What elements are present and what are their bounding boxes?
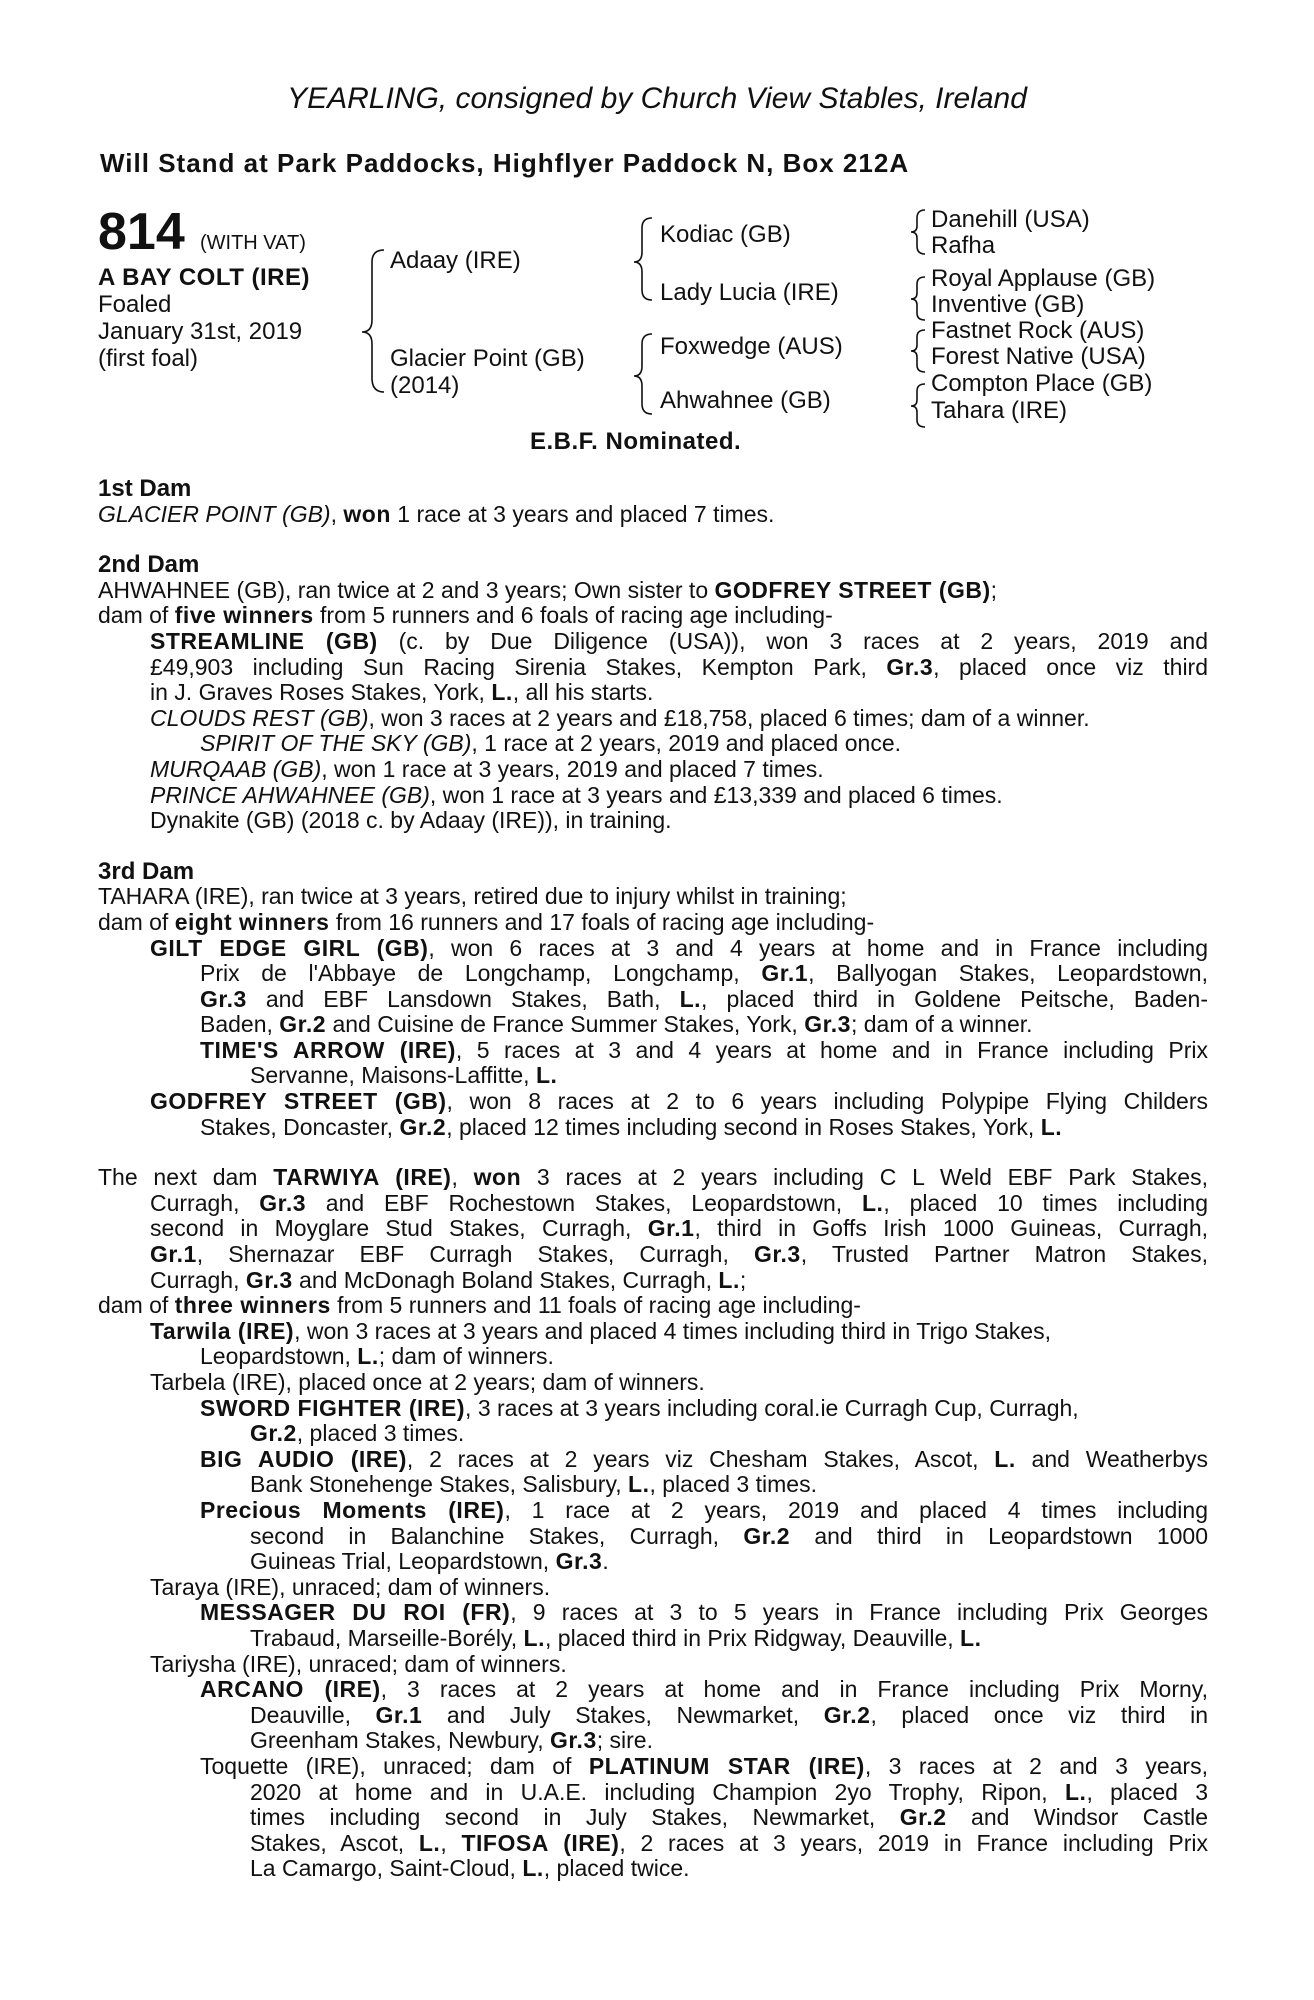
precious-line-3: Guineas Trial, Leopardstown, Gr.3. (250, 1548, 609, 1575)
tarbela-line: Tarbela (IRE), placed once at 2 years; dam of winners. (150, 1369, 705, 1395)
lot-title: A BAY COLT (IRE) (98, 264, 311, 291)
pedigree-sire-dam: Lady Lucia (IRE) (660, 279, 839, 306)
pedigree-dam-dam: Ahwahnee (GB) (660, 387, 831, 414)
foaled-label: Foaled (98, 291, 172, 318)
messager-line-2: Trabaud, Marseille-Borély, L., placed third in Prix Ridgway, Deauville, L. (250, 1624, 982, 1651)
toquette-line-3: times including second in July Stakes, Newmarket, Gr.2 and Windsor Castle (250, 1804, 1208, 1831)
precious-line-2: second in Balanchine Stakes, Curragh, Gr.2 and third in Leopardstown 1000 (250, 1522, 1208, 1549)
times-arrow-line-2: Servanne, Maisons-Laffitte, L. (250, 1062, 558, 1089)
sword-fighter-line-2: Gr.2, placed 3 times. (250, 1420, 465, 1447)
ebf-nomination: E.B.F. Nominated. (530, 428, 742, 455)
pedigree-gg-1: Danehill (USA) (931, 206, 1090, 233)
taraya-line: Taraya (IRE), unraced; dam of winners. (150, 1573, 551, 1600)
vat-note: (WITH VAT) (200, 232, 306, 254)
godfrey-line-1: GODFREY STREET (GB), won 8 races at 2 to 6 years including Polypipe Flying Childers (150, 1088, 1208, 1115)
pedigree-dam-year: (2014) (390, 372, 460, 399)
next-dam-line-4: Gr.1, Shernazar EBF Curragh Stakes, Curragh, Gr.3, Trusted Partner Matron Stakes, (150, 1241, 1208, 1268)
pedigree-sire: Adaay (IRE) (390, 247, 521, 274)
next-dam-line-5: Curragh, Gr.3 and McDonagh Boland Stakes, Curragh, L.; (150, 1266, 747, 1293)
murqaab-line: MURQAAB (GB), won 1 race at 3 years, 2019 and placed 7 times. (150, 755, 824, 782)
foaled-date: January 31st, 2019 (98, 318, 303, 345)
second-dam-line-1: AHWAHNEE (GB), ran twice at 2 and 3 years; Own sister to GODFREY STREET (GB); (98, 576, 998, 603)
streamline-line-2: £49,903 including Sun Racing Sirenia Stakes, Kempton Park, Gr.3, placed once viz third (150, 653, 1208, 680)
pedigree-gg-5: Fastnet Rock (AUS) (931, 317, 1145, 344)
godfrey-line-2: Stakes, Doncaster, Gr.2, placed 12 times including second in Roses Stakes, York, L. (200, 1113, 1063, 1140)
stand-location: Will Stand at Park Paddocks, Highflyer Paddock N, Box 212A (100, 148, 910, 178)
tarwila-line-2: Leopardstown, L.; dam of winners. (200, 1343, 554, 1370)
arcano-line-2: Deauville, Gr.1 and July Stakes, Newmarket, Gr.2, placed once viz third in (250, 1701, 1209, 1728)
pedigree-dam: Glacier Point (GB) (390, 345, 585, 372)
pedigree-gg-8: Tahara (IRE) (931, 397, 1068, 424)
catalogue-body (98, 476, 1208, 1882)
big-audio-line-2: Bank Stonehenge Stakes, Salisbury, L., placed 3 times. (250, 1471, 817, 1498)
lot-number: 814 (98, 203, 185, 261)
third-dam-line-1: TAHARA (IRE), ran twice at 3 years, retired due to injury whilst in training; (98, 883, 847, 910)
next-dam-line-1: The next dam TARWIYA (IRE), won 3 races at 2 years including C L Weld EBF Park Stakes, (98, 1164, 1208, 1191)
second-dam-line-2: dam of five winners from 5 runners and 6 foals of racing age including- (98, 602, 833, 629)
pedigree-dam-sire: Foxwedge (AUS) (660, 333, 843, 360)
sword-fighter-line-1: SWORD FIGHTER (IRE), 3 races at 3 years including coral.ie Curragh Cup, Curragh, (200, 1394, 1079, 1421)
big-audio-line-1: BIG AUDIO (IRE), 2 races at 2 years viz Chesham Stakes, Ascot, L. and Weatherbys (200, 1445, 1208, 1472)
prince-line: PRINCE AHWAHNEE (GB), won 1 race at 3 years and £13,339 and placed 6 times. (150, 781, 1003, 808)
times-arrow-line-1: TIME'S ARROW (IRE), 5 races at 3 and 4 years at home and in France including Prix (200, 1036, 1208, 1063)
arcano-line-1: ARCANO (IRE), 3 races at 2 years at home and in France including Prix Morny, (200, 1676, 1208, 1703)
gilt-line-2: Prix de l'Abbaye de Longchamp, Longchamp, Gr.1, Ballyogan Stakes, Leopardstown, (200, 960, 1208, 987)
pedigree-sire-sire: Kodiac (GB) (660, 221, 791, 248)
tarwila-line-1: Tarwila (IRE), won 3 races at 3 years and placed 4 times including third in Trigo Stakes, (150, 1317, 1051, 1344)
consignment-heading: YEARLING, consigned by Church View Stables, Ireland (287, 82, 1027, 115)
tariysha-line: Tariysha (IRE), unraced; dam of winners. (150, 1650, 567, 1677)
first-foal-note: (first foal) (98, 345, 199, 372)
toquette-line-2: 2020 at home and in U.A.E. including Champion 2yo Trophy, Ripon, L., placed 3 (250, 1778, 1208, 1805)
pedigree-gg-2: Rafha (931, 232, 996, 259)
gilt-line-1: GILT EDGE GIRL (GB), won 6 races at 3 and 4 years at home and in France including (150, 934, 1208, 961)
arcano-line-3: Greenham Stakes, Newbury, Gr.3; sire. (250, 1727, 653, 1754)
toquette-line-1: Toquette (IRE), unraced; dam of PLATINUM STAR (IRE), 3 races at 2 and 3 years, (200, 1752, 1208, 1779)
toquette-line-5: La Camargo, Saint-Cloud, L., placed twice. (250, 1855, 690, 1882)
first-dam-line: GLACIER POINT (GB), won 1 race at 3 years and placed 7 times. (98, 500, 775, 527)
streamline-line-1: STREAMLINE (GB) (c. by Due Diligence (USA)), won 3 races at 2 years, 2019 and (150, 627, 1208, 654)
precious-line-1: Precious Moments (IRE), 1 race at 2 years, 2019 and placed 4 times including (200, 1496, 1208, 1523)
pedigree-gg-4: Inventive (GB) (931, 291, 1085, 318)
next-dam-line-2: Curragh, Gr.3 and EBF Rochestown Stakes, Leopardstown, L., placed 10 times including (150, 1189, 1208, 1216)
spirit-line: SPIRIT OF THE SKY (GB), 1 race at 2 years, 2019 and placed once. (200, 730, 901, 757)
third-dam-line-2: dam of eight winners from 16 runners and 17 foals of racing age including- (98, 908, 875, 935)
next-dam-line-6: dam of three winners from 5 runners and 11 foals of racing age including- (98, 1292, 861, 1319)
next-dam-line-3: second in Moyglare Stud Stakes, Curragh, Gr.1, third in Goffs Irish 1000 Guineas, Curragh, (150, 1215, 1208, 1242)
pedigree-gg-7: Compton Place (GB) (931, 370, 1153, 397)
gilt-line-3: Gr.3 and EBF Lansdown Stakes, Bath, L., placed third in Goldene Peitsche, Baden- (200, 985, 1208, 1012)
first-dam-heading: 1st Dam (98, 475, 192, 502)
messager-line-1: MESSAGER DU ROI (FR), 9 races at 3 to 5 years in France including Prix Georges (200, 1599, 1208, 1626)
pedigree-gg-6: Forest Native (USA) (931, 343, 1146, 370)
toquette-line-4: Stakes, Ascot, L., TIFOSA (IRE), 2 races at 3 years, 2019 in France including Prix (250, 1829, 1208, 1856)
second-dam-heading: 2nd Dam (98, 551, 200, 579)
pedigree-gg-3: Royal Applause (GB) (931, 265, 1156, 292)
streamline-line-3: in J. Graves Roses Stakes, York, L., all his starts. (150, 679, 654, 706)
third-dam-heading: 3rd Dam (98, 857, 195, 885)
gilt-line-4: Baden, Gr.2 and Cuisine de France Summer Stakes, York, Gr.3; dam of a winner. (200, 1011, 1033, 1038)
dynakite-line: Dynakite (GB) (2018 c. by Adaay (IRE)), in training. (150, 807, 672, 834)
clouds-rest-line: CLOUDS REST (GB), won 3 races at 2 years and £18,758, placed 6 times; dam of a winner. (150, 704, 1090, 731)
